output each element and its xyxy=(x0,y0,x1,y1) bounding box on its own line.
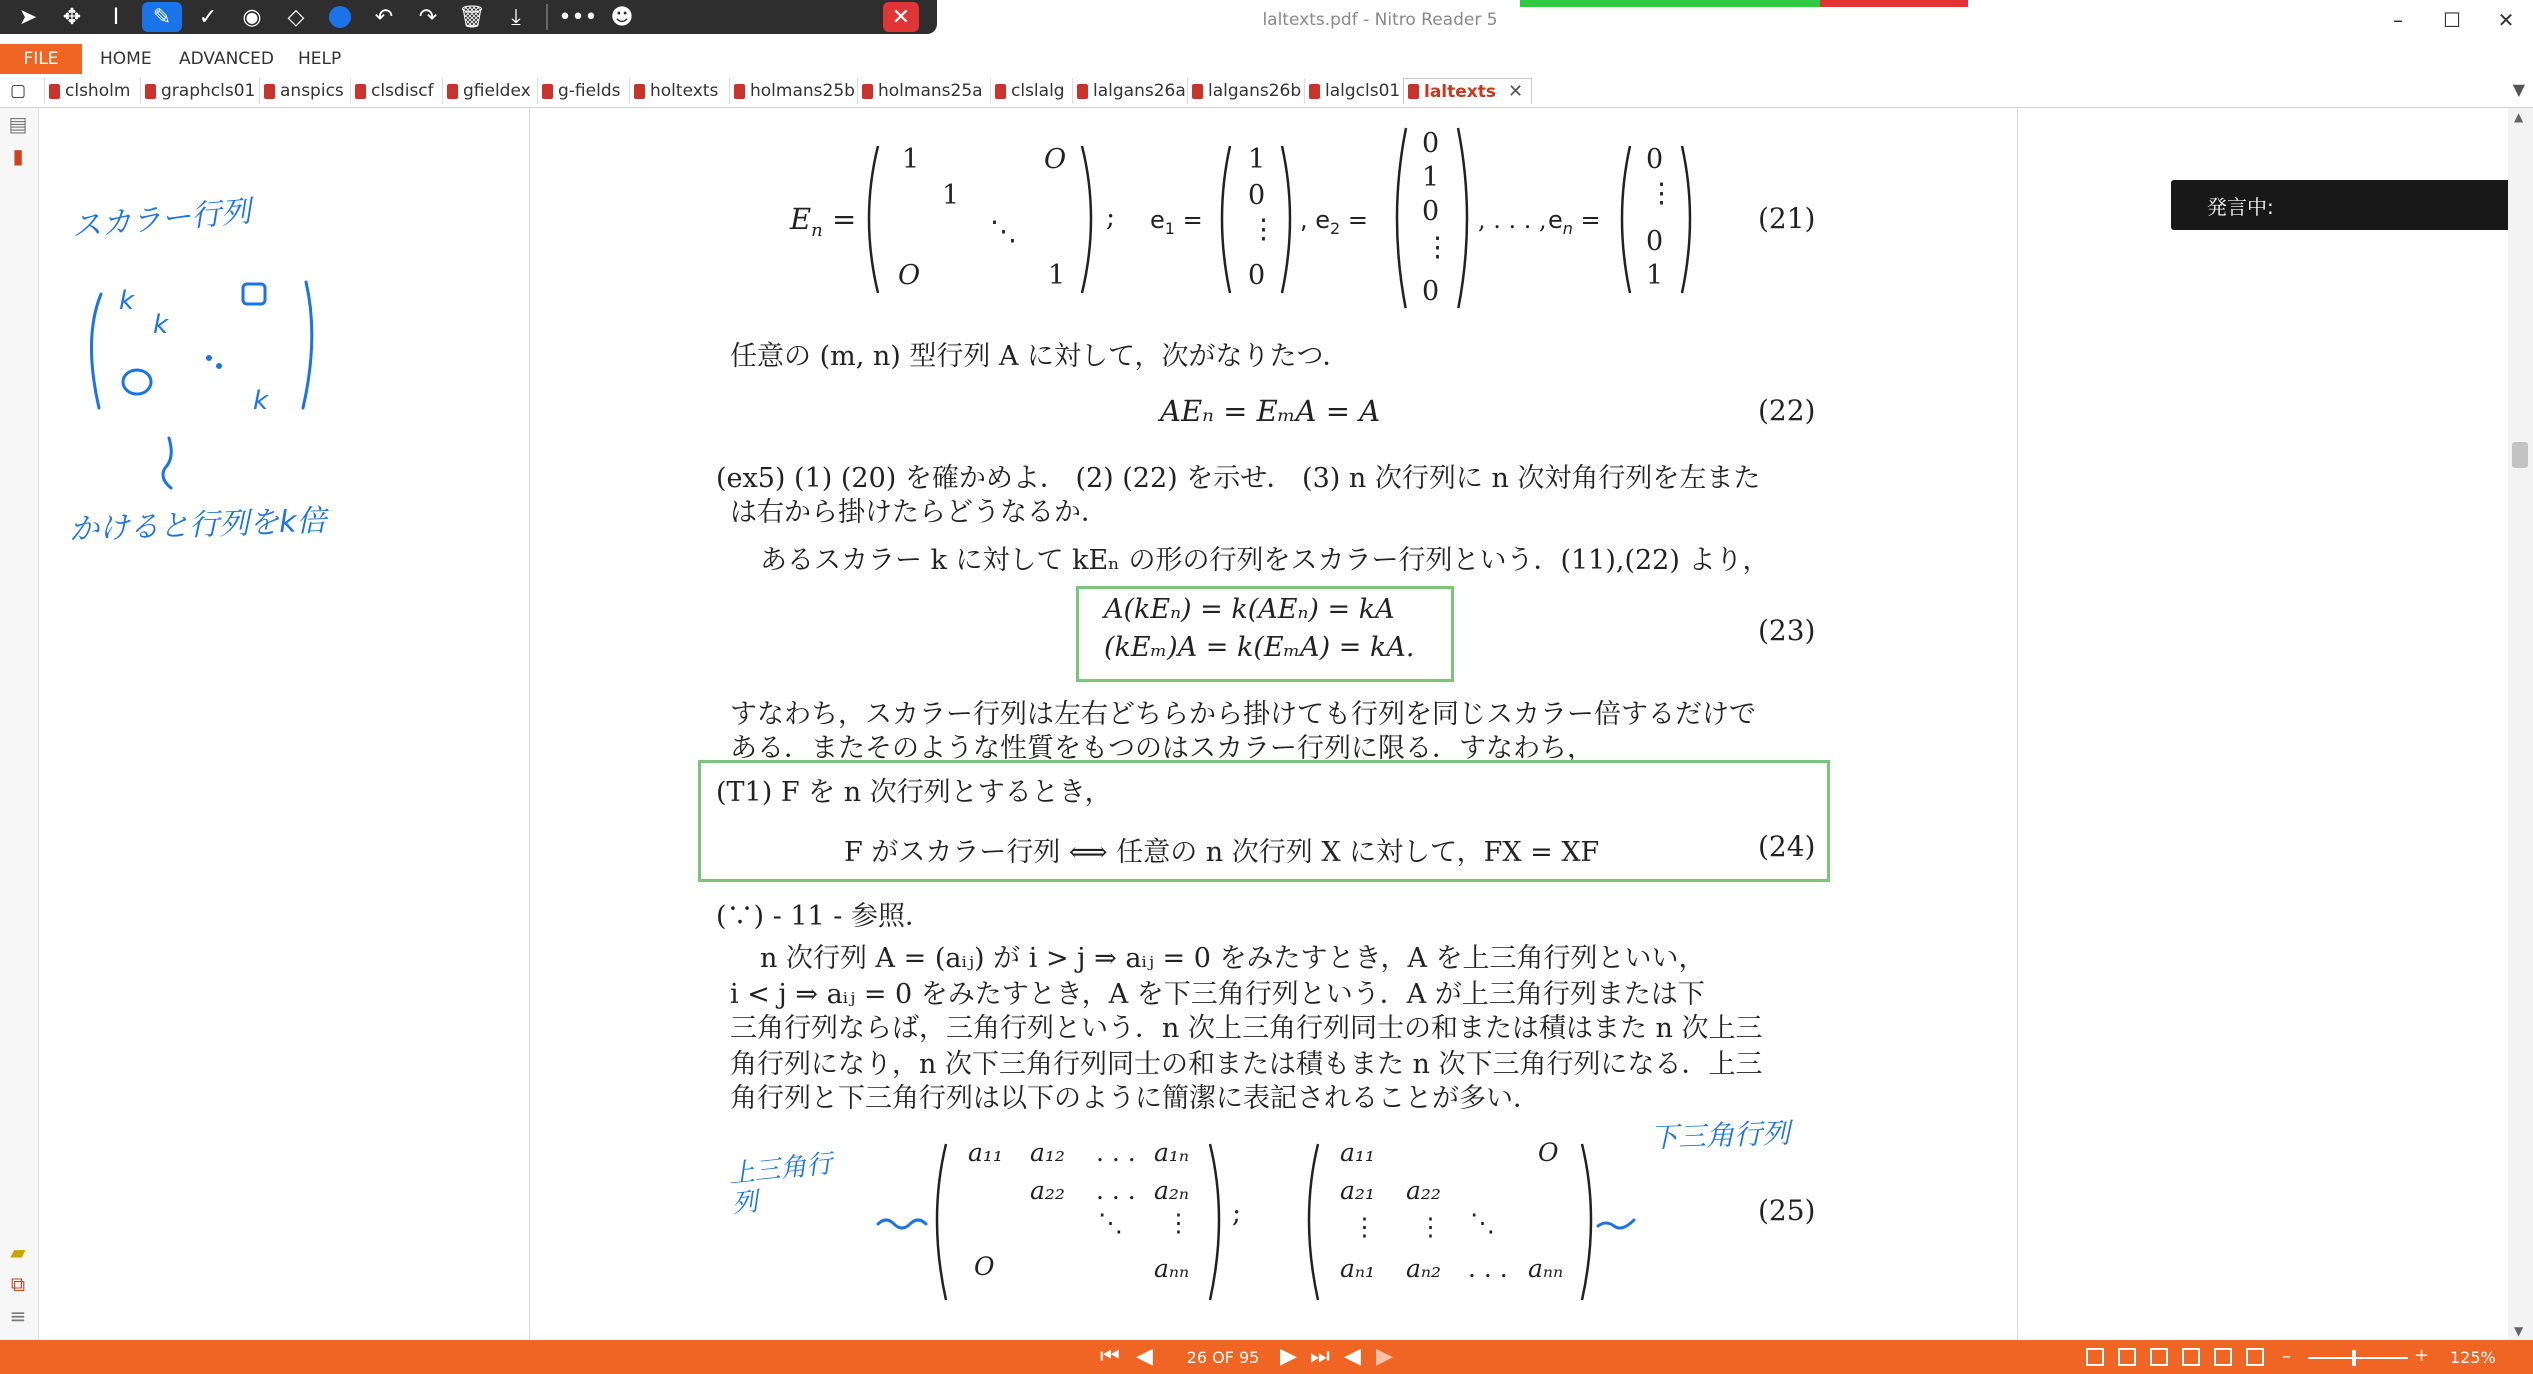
eq21-e1-v1: 1 xyxy=(1248,144,1266,175)
eq21-O-bottom: O xyxy=(898,260,921,291)
hand-k3: k xyxy=(253,386,269,416)
menu-home[interactable]: HOME xyxy=(100,49,152,69)
m-an1: aₙ₁ xyxy=(1340,1254,1376,1283)
zoom-slider-knob[interactable] xyxy=(2352,1350,2356,1366)
tab-lalgans26a[interactable]: lalgans26a xyxy=(1072,78,1186,104)
tab-clslalg[interactable]: clslalg xyxy=(990,78,1065,104)
hand-note-lower-triangular: 下三角行列 xyxy=(1649,1116,1791,1155)
pdf-icon xyxy=(542,84,553,99)
pen-icon[interactable]: ✎ xyxy=(142,2,182,32)
facing-view-icon[interactable] xyxy=(2150,1348,2168,1366)
page-indicator[interactable]: 26 OF 95 xyxy=(1186,1348,1260,1367)
stamp-icon[interactable]: ◉ xyxy=(242,4,262,30)
text-para2-line1: すなわち，スカラー行列は左右どちらから掛けても行列を同じスカラー倍するだけで xyxy=(730,699,1756,730)
pdf-icon xyxy=(1408,84,1419,99)
eq21-m22: 1 xyxy=(942,180,960,211)
tab-laltexts[interactable]: laltexts ✕ xyxy=(1403,78,1532,104)
hand-paren-left xyxy=(91,294,101,408)
m-vdots-2: ⋮ xyxy=(1352,1212,1377,1241)
close-button[interactable]: ✕ xyxy=(2497,8,2515,32)
last-page-icon[interactable]: ⏭ xyxy=(1310,1344,1330,1369)
vertical-scrollbar[interactable] xyxy=(2508,108,2533,1340)
m-a22: a₂₂ xyxy=(1030,1176,1065,1205)
tab-lalgans26b[interactable]: lalgans26b xyxy=(1187,78,1301,104)
eq21-en-v3: 0 xyxy=(1646,226,1664,257)
theorem-t1-line1: (T1) F を n 次行列とするとき， xyxy=(716,777,1112,808)
m-ddots-2: ⋱ xyxy=(1470,1208,1495,1237)
tab-gfieldex[interactable]: gfieldex xyxy=(442,78,531,104)
eq21-e1-v4: 0 xyxy=(1248,260,1266,291)
forward-icon[interactable]: ▶ xyxy=(1376,1344,1393,1369)
share-status-red xyxy=(1820,0,1968,7)
pdf-icon xyxy=(634,84,645,99)
m-a1n: a₁ₙ xyxy=(1154,1138,1190,1167)
tab-holmans25b[interactable]: holmans25b xyxy=(729,78,855,104)
eq22-number: (22) xyxy=(1758,394,1816,427)
people-icon[interactable]: ☻ xyxy=(610,4,634,30)
hand-zero-top xyxy=(243,284,265,304)
undo-icon[interactable]: ↶ xyxy=(374,4,394,30)
m-a11: a₁₁ xyxy=(968,1138,1003,1167)
hand-tilde-right xyxy=(1598,1220,1634,1228)
close-icon[interactable]: ✕ xyxy=(883,2,919,32)
zoom-out-icon[interactable]: – xyxy=(2282,1346,2291,1367)
document-tab-bar xyxy=(0,74,2533,108)
text-triangular-line1: n 次行列 A = (aᵢⱼ) が i > j ⇒ aᵢⱼ = 0 をみたすとき，A を上三角行列といい， xyxy=(760,943,1706,974)
m-a12: a₁₂ xyxy=(1030,1138,1065,1167)
select-arrow-icon[interactable]: ➤ xyxy=(18,4,38,30)
prev-page-icon[interactable]: ◀ xyxy=(1136,1344,1153,1369)
tab-close-icon[interactable]: ✕ xyxy=(1508,81,1524,102)
pdf-icon xyxy=(995,84,1006,99)
pages-panel-icon[interactable]: ▤ xyxy=(8,112,28,136)
tab-overflow-icon[interactable]: ▼ xyxy=(2512,80,2525,99)
text-ex5-line1: (ex5) (1) (20) を確かめよ． (2) (22) を示せ． (3) n 次行列に n 次対角行列を左また xyxy=(716,463,1761,494)
eq23-line-a: A(kEₙ) = k(AEₙ) = kA xyxy=(1104,594,1395,625)
hand-k2: k xyxy=(153,310,169,340)
hand-dot xyxy=(218,365,221,368)
hand-dot xyxy=(208,357,211,360)
tab-graphcls01[interactable]: graphcls01 xyxy=(140,78,255,104)
menu-file[interactable]: FILE xyxy=(0,44,82,74)
first-page-icon[interactable]: ⏮ xyxy=(1100,1344,1120,1369)
hand-note-result: かけると行列をk倍 xyxy=(68,503,328,548)
color-dot-icon[interactable] xyxy=(318,0,362,34)
menu-help[interactable]: HELP xyxy=(298,49,342,69)
eq21-e2-vdots: ⋮ xyxy=(1424,232,1451,263)
fit-width-icon[interactable] xyxy=(2214,1348,2232,1366)
m-cdots-2: . . . xyxy=(1096,1176,1136,1205)
zoom-in-icon[interactable]: + xyxy=(2414,1345,2430,1366)
pdf-icon xyxy=(264,84,275,99)
eq23-number: (23) xyxy=(1758,614,1816,647)
text-triangular-line2: i < j ⇒ aᵢⱼ = 0 をみたすとき，A を下三角行列という．A が上三角行列または下 xyxy=(730,979,1705,1010)
m-ann-1: aₙₙ xyxy=(1154,1254,1190,1283)
eq21-O-top: O xyxy=(1044,144,1067,175)
eq21-e2-v2: 1 xyxy=(1422,162,1440,193)
pdf-icon xyxy=(49,84,60,99)
continuous-view-icon[interactable] xyxy=(2118,1348,2136,1366)
minimize-button[interactable]: – xyxy=(2393,8,2403,32)
more-icon[interactable]: ••• xyxy=(558,4,598,30)
annotation-margin-right xyxy=(2018,108,2508,1340)
redo-icon[interactable]: ↷ xyxy=(418,4,438,30)
eq21-e1-vdots: ⋮ xyxy=(1250,214,1277,245)
tab-anspics[interactable]: anspics xyxy=(259,78,344,104)
pdf-icon xyxy=(145,84,156,99)
eq21-dots: , . . . , xyxy=(1478,206,1547,234)
speaking-indicator: 発言中: xyxy=(2171,180,2511,230)
eq21-En: $E_n$ = xyxy=(790,202,857,241)
m-an2: aₙ₂ xyxy=(1406,1254,1442,1283)
text-scalar-definition: あるスカラー k に対して kEₙ の形の行列をスカラー行列という．(11),(22) より， xyxy=(760,545,1770,576)
scroll-up-icon[interactable]: ▲ xyxy=(2514,110,2524,124)
text-reference: (∵) - 11 - 参照． xyxy=(716,901,932,932)
eraser-icon[interactable]: ◇ xyxy=(287,4,305,30)
theorem-t1-line2: F がスカラー行列 ⟺ 任意の n 次行列 X に対して，FX = XF xyxy=(844,837,1600,868)
eq21-en-vdots: ⋮ xyxy=(1648,178,1675,209)
text-triangular-line4: 角行列になり，n 次下三角行列同士の和または積もまた n 次下三角行列になる．上三 xyxy=(730,1049,1763,1080)
eq22: AEₙ = EₘA = A xyxy=(1160,394,1381,428)
bookmarks-panel-icon[interactable]: ▮ xyxy=(12,144,24,168)
hand-k1: k xyxy=(119,286,135,316)
m-a21: a₂₁ xyxy=(1340,1176,1375,1205)
m-a11-b: a₁₁ xyxy=(1340,1138,1375,1167)
menu-advanced[interactable]: ADVANCED xyxy=(179,49,275,69)
eq21-semicolon: ; xyxy=(1106,202,1116,233)
tab-holtexts[interactable]: holtexts xyxy=(629,78,718,104)
pdf-icon xyxy=(862,84,873,99)
trash-icon[interactable]: 🗑 xyxy=(458,4,486,30)
layers-panel-icon[interactable]: ≡ xyxy=(9,1304,27,1328)
text-triangular-line5: 角行列と下三角行列は以下のように簡潔に表記されることが多い． xyxy=(730,1083,1540,1114)
move-icon[interactable]: ✥ xyxy=(62,4,82,30)
pdf-icon xyxy=(1192,84,1203,99)
hand-tilde-left xyxy=(878,1220,926,1228)
eq21-e2-v1: 0 xyxy=(1422,128,1440,159)
m-a22-b: a₂₂ xyxy=(1406,1176,1441,1205)
zoom-level[interactable]: 125% xyxy=(2450,1348,2496,1367)
m-O-2: O xyxy=(1538,1138,1559,1167)
page-icon[interactable]: ▢ xyxy=(10,81,27,101)
eq21-e1: $e_1$ = xyxy=(1150,206,1203,238)
m-vdots-3: ⋮ xyxy=(1418,1212,1443,1241)
scroll-thumb[interactable] xyxy=(2512,442,2528,468)
eq21-ddots: ⋱ xyxy=(990,216,1017,247)
next-page-icon[interactable]: ▶ xyxy=(1280,1344,1297,1369)
eq21-e2-v5: 0 xyxy=(1422,276,1440,307)
zoom-slider[interactable] xyxy=(2308,1357,2408,1359)
m-a2n: a₂ₙ xyxy=(1154,1176,1190,1205)
comments-panel-icon[interactable]: ▰ xyxy=(10,1240,26,1264)
eq25-number: (25) xyxy=(1758,1194,1816,1227)
maximize-button[interactable]: ☐ xyxy=(2443,8,2461,32)
hand-zero-bottom xyxy=(123,370,151,394)
attachments-panel-icon[interactable]: ⧉ xyxy=(10,1272,26,1296)
eq21-en-v1: 0 xyxy=(1646,144,1664,175)
eq21-e2-v3: 0 xyxy=(1422,196,1440,227)
hand-arrow xyxy=(163,438,171,488)
hand-note-scalar-matrix: スカラー行列 xyxy=(70,194,253,245)
tab-lalgcls01[interactable]: lalgcls01 xyxy=(1304,78,1400,104)
pdf-icon xyxy=(1077,84,1088,99)
annotation-margin-left xyxy=(39,108,530,1340)
facing-continuous-view-icon[interactable] xyxy=(2182,1348,2200,1366)
handwritten-notes-left xyxy=(39,108,529,1340)
tab-clsholm[interactable]: clsholm xyxy=(44,78,130,104)
eq21-en: $e_n$ = xyxy=(1548,206,1601,238)
fit-page-icon[interactable] xyxy=(2246,1348,2264,1366)
pdf-icon xyxy=(447,84,458,99)
drawing-toolbar xyxy=(0,0,937,34)
left-rail xyxy=(0,108,39,1340)
eq21-e2: , $e_2$ = xyxy=(1300,206,1368,238)
pdf-icon xyxy=(734,84,745,99)
eq23-line-b: (kEₘ)A = k(EₘA) = kA. xyxy=(1104,632,1415,663)
download-icon[interactable]: ⤓ xyxy=(511,4,521,30)
eq21-e1-v2: 0 xyxy=(1248,180,1266,211)
hand-paren-right xyxy=(303,282,312,408)
eq25-semicolon: ; xyxy=(1232,1198,1242,1229)
pdf-icon xyxy=(1309,84,1320,99)
m-cdots-1: . . . xyxy=(1096,1138,1136,1167)
eq21-m11: 1 xyxy=(902,144,920,175)
back-icon[interactable]: ◀ xyxy=(1344,1344,1361,1369)
tab-g-fields[interactable]: g-fields xyxy=(537,78,620,104)
text-triangular-line3: 三角行列ならば，三角行列という．n 次上三角行列同士の和または積はまた n 次上三 xyxy=(730,1013,1763,1044)
tab-holmans25a[interactable]: holmans25a xyxy=(857,78,983,104)
m-cdots-3: . . . xyxy=(1468,1254,1508,1283)
pdf-page[interactable] xyxy=(530,108,2018,1340)
scroll-down-icon[interactable]: ▼ xyxy=(2514,1324,2524,1338)
eq21-mnn: 1 xyxy=(1048,260,1066,291)
hand-note-upper-triangular: 上三角行列 xyxy=(727,1149,834,1220)
eq24-number: (24) xyxy=(1758,830,1816,863)
eq21-number: (21) xyxy=(1758,202,1816,235)
toolbar-separator xyxy=(546,4,548,30)
menu-bar xyxy=(0,44,2533,74)
text-ex5-line2: は右から掛けたらどうなるか． xyxy=(730,497,1108,528)
title-bar xyxy=(0,0,2533,48)
text-cursor-icon[interactable]: I xyxy=(112,4,120,30)
window-title: laltexts.pdf - Nitro Reader 5 xyxy=(1262,10,1498,30)
m-O-1: O xyxy=(974,1252,995,1281)
m-vdots-1: ⋮ xyxy=(1166,1208,1191,1237)
m-ann-2: aₙₙ xyxy=(1528,1254,1564,1283)
m-ddots-1: ⋱ xyxy=(1098,1208,1123,1237)
pdf-icon xyxy=(355,84,366,99)
text-line-any-matrix: 任意の (m, n) 型行列 A に対して，次がなりたつ． xyxy=(730,341,1350,372)
share-status-green xyxy=(1520,0,1820,7)
check-icon[interactable]: ✓ xyxy=(198,4,218,30)
text-para2-line2: ある．またそのような性質をもつのはスカラー行列に限る．すなわち， xyxy=(730,733,1594,764)
status-bar xyxy=(0,1340,2533,1374)
tab-clsdiscf[interactable]: clsdiscf xyxy=(350,78,434,104)
eq21-en-v4: 1 xyxy=(1646,260,1664,291)
single-page-view-icon[interactable] xyxy=(2086,1348,2104,1366)
